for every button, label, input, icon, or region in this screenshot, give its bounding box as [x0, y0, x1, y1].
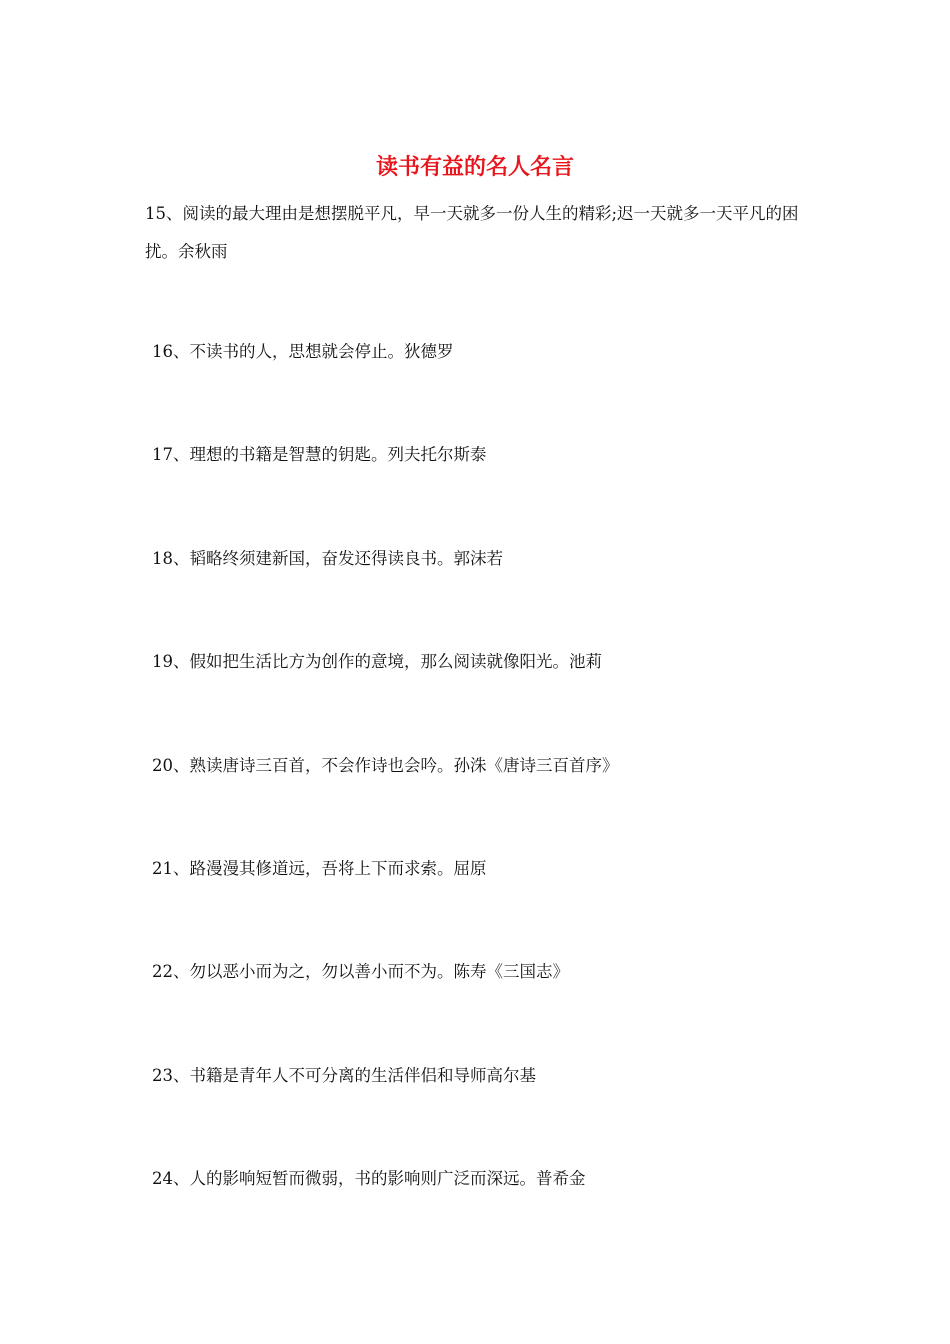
quote-item: 20、熟读唐诗三百首，不会作诗也会吟。孙洙《唐诗三百首序》 [152, 756, 619, 775]
page-title: 读书有益的名人名言 [375, 155, 574, 180]
quote-item: 17、理想的书籍是智慧的钥匙。列夫托尔斯泰 [152, 445, 487, 464]
quote-item: 16、不读书的人，思想就会停止。狄德罗 [152, 342, 454, 361]
quote-item: 23、书籍是青年人不可分离的生活伴侣和导师高尔基 [152, 1066, 536, 1085]
quote-item: 22、勿以恶小而为之，勿以善小而不为。陈寿《三国志》 [152, 962, 569, 981]
quote-item: 24、人的影响短暂而微弱，书的影响则广泛而深远。普希金 [152, 1169, 586, 1188]
quote-item: 18、韬略终须建新国，奋发还得读良书。郭沫若 [152, 549, 503, 568]
quote-item: 15、阅读的最大理由是想摆脱平凡，早一天就多一份人生的精彩;迟一天就多一天平凡的困扰。余秋雨 [145, 204, 799, 261]
quote-item: 19、假如把生活比方为创作的意境，那么阅读就像阳光。池莉 [152, 652, 602, 671]
quote-item: 21、路漫漫其修道远，吾将上下而求索。屈原 [152, 859, 487, 878]
